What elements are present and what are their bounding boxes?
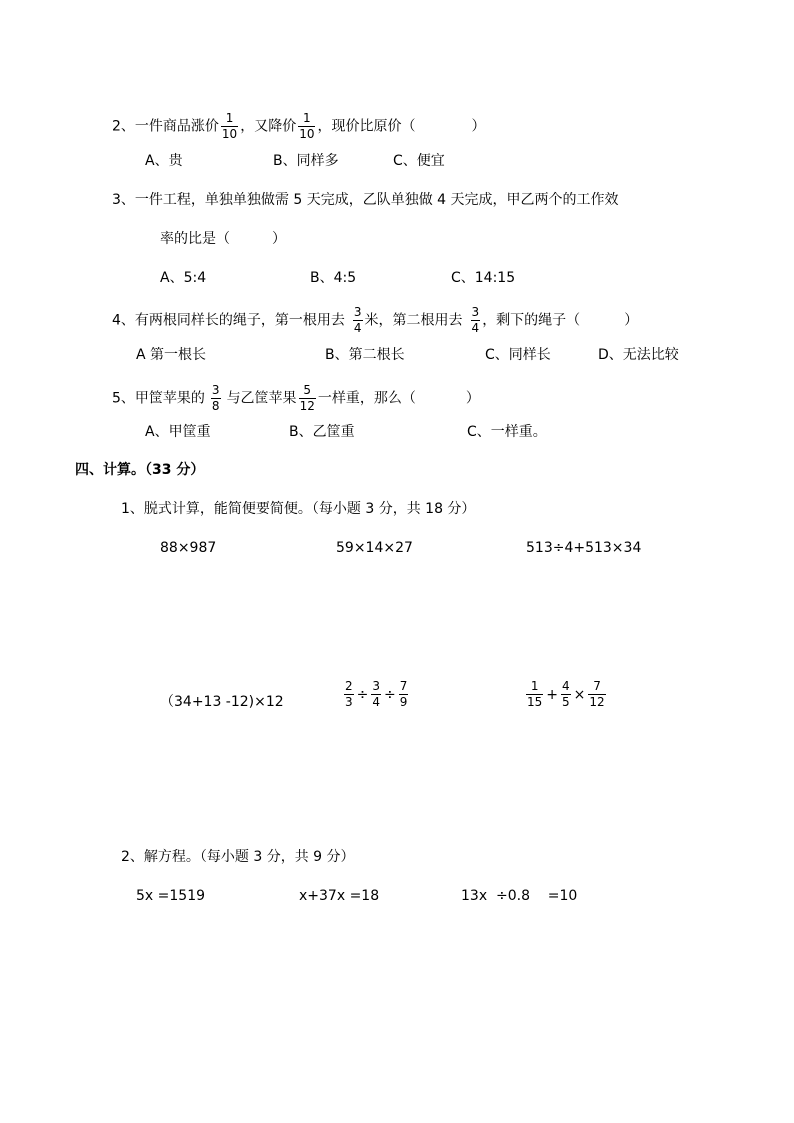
fraction-3-4: $\frac{3}{4}$ bbox=[353, 305, 362, 335]
q3-option-c: C、14:15 bbox=[451, 270, 516, 286]
section-4-sub-2: 2、解方程。（每小题 3 分，共 9 分） bbox=[121, 849, 355, 865]
q4-option-b: B、第二根长 bbox=[325, 347, 405, 363]
question-4: 4、有两根同样长的绳子，第一根用去 $\frac{3}{4}$ 米，第二根用去 $\frac{3}{4}$ ，剩下的绳子（ ） bbox=[112, 305, 639, 335]
section-4-sub-1: 1、脱式计算，能简便要简便。（每小题 3 分，共 18 分） bbox=[121, 501, 476, 517]
calc-2: 59×14×27 bbox=[336, 540, 413, 556]
q3-option-b: B、4:5 bbox=[310, 270, 357, 286]
fraction-3-4-c: $\frac{3}{4}$ bbox=[372, 679, 381, 709]
fraction-5-12: $\frac{5}{12}$ bbox=[299, 383, 315, 413]
q2-option-a: A、贵 bbox=[145, 153, 183, 169]
calc-1: 88×987 bbox=[160, 540, 217, 556]
question-2: 2、一件商品涨价 $\frac{1}{10}$ ，又降价 $\frac{1}{10}$ ，现价比原价（ ） bbox=[112, 111, 486, 141]
q2-option-b: B、同样多 bbox=[273, 153, 339, 169]
fraction-4-5: $\frac{4}{5}$ bbox=[562, 679, 570, 709]
fraction-2-3: $\frac{2}{3}$ bbox=[345, 679, 353, 709]
fraction-7-9: $\frac{7}{9}$ bbox=[399, 679, 408, 709]
q4-option-a: A 第一根长 bbox=[136, 347, 207, 363]
q4-option-d: D、无法比较 bbox=[598, 347, 679, 363]
q4-option-c: C、同样长 bbox=[485, 347, 551, 363]
fraction-3-8: $\frac{3}{8}$ bbox=[211, 383, 220, 413]
fraction-1-10-b: $\frac{1}{10}$ bbox=[299, 111, 315, 141]
question-3-line-1: 3、一件工程，单独单独做需 5 天完成，乙队单独做 4 天完成，甲乙两个的工作效 bbox=[112, 192, 619, 208]
q5-option-b: B、乙筐重 bbox=[289, 424, 355, 440]
q5-option-a: A、甲筐重 bbox=[145, 424, 211, 440]
fraction-3-4-b: $\frac{3}{4}$ bbox=[471, 305, 480, 335]
calc-5: $\frac{2}{3}$ ÷ $\frac{3}{4}$ ÷ $\frac{7}{9}$ bbox=[345, 679, 408, 709]
question-5: 5、甲筐苹果的 $\frac{3}{8}$ 与乙筐苹果 $\frac{5}{12}$ 一样重，那么（ ） bbox=[112, 383, 480, 413]
calc-6: $\frac{1}{15}$ + $\frac{4}{5}$ × $\frac{7}{12}$ bbox=[527, 679, 605, 709]
q2-option-c: C、便宜 bbox=[393, 153, 445, 169]
equation-2: x+37x =18 bbox=[299, 888, 380, 904]
fraction-1-10: $\frac{1}{10}$ bbox=[221, 111, 238, 141]
calc-4: （34+13 -12)×12 bbox=[160, 694, 284, 710]
equation-1: 5x =1519 bbox=[136, 888, 206, 904]
q3-option-a: A、5:4 bbox=[160, 270, 207, 286]
fraction-1-15: $\frac{1}{15}$ bbox=[527, 679, 543, 709]
section-4-title: 四、计算。（33 分） bbox=[75, 462, 205, 478]
calc-3: 513÷4+513×34 bbox=[526, 540, 642, 556]
fraction-7-12: $\frac{7}{12}$ bbox=[589, 679, 605, 709]
question-3-line-2: 率的比是（ ） bbox=[160, 231, 286, 247]
equation-3: 13x ÷0.8 =10 bbox=[461, 888, 578, 904]
q5-option-c: C、一样重。 bbox=[467, 424, 547, 440]
